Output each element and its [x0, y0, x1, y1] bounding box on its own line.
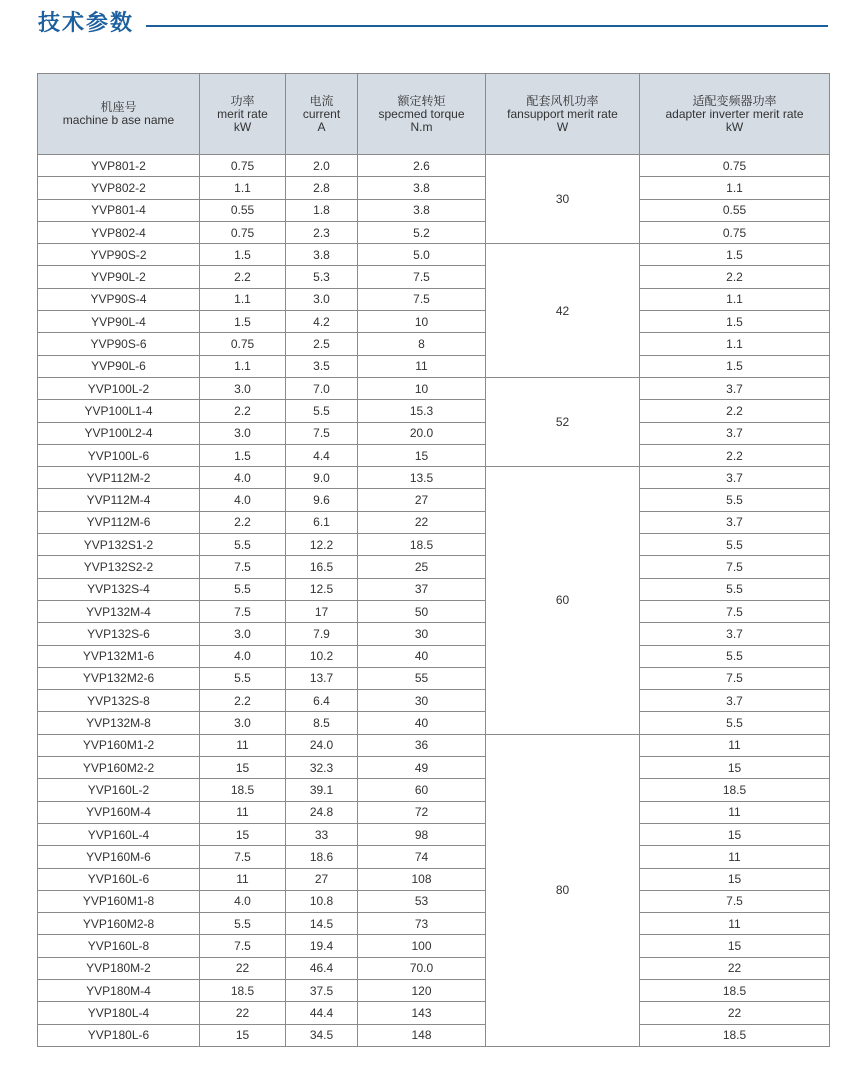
header-label-cn: 电流 [309, 93, 334, 108]
cell-power: 5.5 [200, 913, 286, 935]
cell-fan-power: 30 [486, 155, 640, 244]
cell-power: 4.0 [200, 467, 286, 489]
cell-current: 12.5 [286, 578, 358, 600]
cell-model: YVP132S2-2 [38, 556, 200, 578]
cell-power: 22 [200, 1002, 286, 1024]
table-row [38, 288, 830, 310]
cell-power: 3.0 [200, 422, 286, 444]
cell-torque: 3.8 [358, 199, 486, 221]
cell-power: 7.5 [200, 846, 286, 868]
cell-model: YVP160L-8 [38, 935, 200, 957]
cell-inverter-power: 3.7 [640, 467, 830, 489]
cell-model: YVP160M2-2 [38, 757, 200, 779]
cell-torque: 72 [358, 801, 486, 823]
cell-current: 5.3 [286, 266, 358, 288]
title-rule [146, 25, 828, 27]
cell-power: 18.5 [200, 979, 286, 1001]
header-unit: A [317, 119, 326, 134]
cell-torque: 120 [358, 979, 486, 1001]
header-unit: W [556, 119, 569, 134]
header-label-cn: 配套风机功率 [526, 93, 599, 108]
table-row [38, 355, 830, 377]
cell-fan-power: 60 [486, 467, 640, 735]
cell-model: YVP112M-4 [38, 489, 200, 511]
page-title: 技术参数 [38, 11, 135, 36]
cell-current: 16.5 [286, 556, 358, 578]
cell-model: YVP801-2 [38, 155, 200, 177]
cell-torque: 13.5 [358, 467, 486, 489]
header-label-en: merit rate [217, 106, 268, 121]
cell-power: 1.5 [200, 444, 286, 466]
cell-current: 8.5 [286, 712, 358, 734]
table-row [38, 979, 830, 1001]
cell-torque: 25 [358, 556, 486, 578]
cell-torque: 55 [358, 667, 486, 689]
cell-inverter-power: 11 [640, 846, 830, 868]
cell-inverter-power: 2.2 [640, 266, 830, 288]
cell-current: 6.4 [286, 690, 358, 712]
cell-inverter-power: 3.7 [640, 422, 830, 444]
cell-torque: 7.5 [358, 266, 486, 288]
cell-model: YVP160L-2 [38, 779, 200, 801]
cell-inverter-power: 7.5 [640, 600, 830, 622]
cell-inverter-power: 0.55 [640, 199, 830, 221]
cell-model: YVP802-4 [38, 221, 200, 243]
table-row [38, 556, 830, 578]
cell-model: YVP180L-4 [38, 1002, 200, 1024]
table-row [38, 734, 830, 756]
table-row [38, 578, 830, 600]
table-row [38, 623, 830, 645]
cell-power: 2.2 [200, 266, 286, 288]
cell-inverter-power: 18.5 [640, 1024, 830, 1046]
table-row [38, 333, 830, 355]
cell-current: 5.5 [286, 400, 358, 422]
cell-inverter-power: 5.5 [640, 645, 830, 667]
cell-power: 15 [200, 823, 286, 845]
cell-model: YVP180L-6 [38, 1024, 200, 1046]
cell-power: 0.75 [200, 155, 286, 177]
cell-current: 32.3 [286, 757, 358, 779]
cell-inverter-power: 11 [640, 913, 830, 935]
table-row [38, 667, 830, 689]
cell-power: 1.5 [200, 244, 286, 266]
cell-inverter-power: 5.5 [640, 489, 830, 511]
cell-torque: 98 [358, 823, 486, 845]
cell-current: 46.4 [286, 957, 358, 979]
cell-torque: 10 [358, 311, 486, 333]
cell-power: 2.2 [200, 690, 286, 712]
header-current [286, 74, 358, 155]
cell-power: 2.2 [200, 511, 286, 533]
cell-model: YVP112M-2 [38, 467, 200, 489]
cell-inverter-power: 22 [640, 957, 830, 979]
table-row [38, 266, 830, 288]
table-row [38, 890, 830, 912]
cell-power: 1.1 [200, 355, 286, 377]
table-row [38, 199, 830, 221]
header-label-cn: 额定转矩 [397, 93, 446, 108]
table-row [38, 221, 830, 243]
header-unit: N.m [410, 119, 433, 134]
cell-power: 4.0 [200, 890, 286, 912]
cell-current: 10.8 [286, 890, 358, 912]
table-row [38, 868, 830, 890]
cell-current: 10.2 [286, 645, 358, 667]
table-row [38, 846, 830, 868]
cell-current: 14.5 [286, 913, 358, 935]
header-label-cn: 机座号 [100, 100, 137, 114]
cell-current: 37.5 [286, 979, 358, 1001]
cell-current: 7.5 [286, 422, 358, 444]
header-label-cn: 功率 [230, 93, 255, 108]
header-row [38, 74, 830, 155]
cell-torque: 73 [358, 913, 486, 935]
cell-model: YVP801-4 [38, 199, 200, 221]
cell-inverter-power: 1.1 [640, 288, 830, 310]
cell-power: 3.0 [200, 377, 286, 399]
header-model [38, 74, 200, 155]
cell-model: YVP90L-4 [38, 311, 200, 333]
cell-model: YVP132S1-2 [38, 534, 200, 556]
cell-inverter-power: 0.75 [640, 155, 830, 177]
cell-torque: 22 [358, 511, 486, 533]
table-row [38, 444, 830, 466]
cell-model: YVP132M2-6 [38, 667, 200, 689]
cell-current: 27 [286, 868, 358, 890]
cell-torque: 143 [358, 1002, 486, 1024]
cell-fan-power: 52 [486, 377, 640, 466]
cell-inverter-power: 11 [640, 801, 830, 823]
cell-torque: 18.5 [358, 534, 486, 556]
table-row [38, 645, 830, 667]
cell-torque: 27 [358, 489, 486, 511]
cell-current: 1.8 [286, 199, 358, 221]
cell-inverter-power: 1.5 [640, 311, 830, 333]
cell-power: 5.5 [200, 534, 286, 556]
cell-current: 3.0 [286, 288, 358, 310]
cell-model: YVP802-2 [38, 177, 200, 199]
table-row [38, 913, 830, 935]
cell-torque: 15.3 [358, 400, 486, 422]
cell-inverter-power: 7.5 [640, 667, 830, 689]
cell-torque: 30 [358, 690, 486, 712]
cell-inverter-power: 11 [640, 734, 830, 756]
cell-torque: 50 [358, 600, 486, 622]
table-row [38, 600, 830, 622]
table-row [38, 779, 830, 801]
table-row [38, 957, 830, 979]
cell-torque: 40 [358, 645, 486, 667]
cell-model: YVP132M-4 [38, 600, 200, 622]
cell-inverter-power: 15 [640, 823, 830, 845]
cell-inverter-power: 5.5 [640, 578, 830, 600]
cell-torque: 2.6 [358, 155, 486, 177]
cell-power: 7.5 [200, 556, 286, 578]
table-row [38, 534, 830, 556]
cell-power: 5.5 [200, 667, 286, 689]
cell-model: YVP132S-6 [38, 623, 200, 645]
cell-model: YVP112M-6 [38, 511, 200, 533]
header-inverter-power [640, 74, 830, 155]
cell-torque: 74 [358, 846, 486, 868]
cell-power: 1.5 [200, 311, 286, 333]
header-label-cn: 适配变频器功率 [692, 93, 777, 108]
cell-current: 9.0 [286, 467, 358, 489]
cell-inverter-power: 2.2 [640, 444, 830, 466]
table-row [38, 467, 830, 489]
cell-model: YVP160M-6 [38, 846, 200, 868]
cell-model: YVP132S-8 [38, 690, 200, 712]
cell-power: 3.0 [200, 712, 286, 734]
cell-current: 18.6 [286, 846, 358, 868]
cell-power: 15 [200, 757, 286, 779]
cell-current: 33 [286, 823, 358, 845]
cell-torque: 36 [358, 734, 486, 756]
cell-model: YVP132M1-6 [38, 645, 200, 667]
header-label-en: specmed torque [378, 106, 465, 121]
table-row [38, 757, 830, 779]
cell-torque: 148 [358, 1024, 486, 1046]
header-label-en: adapter inverter merit rate [665, 106, 804, 121]
cell-current: 3.5 [286, 355, 358, 377]
cell-power: 4.0 [200, 489, 286, 511]
table-row [38, 400, 830, 422]
cell-model: YVP100L2-4 [38, 422, 200, 444]
cell-current: 24.8 [286, 801, 358, 823]
cell-power: 7.5 [200, 935, 286, 957]
cell-inverter-power: 7.5 [640, 890, 830, 912]
cell-torque: 70.0 [358, 957, 486, 979]
cell-power: 15 [200, 1024, 286, 1046]
cell-model: YVP100L-6 [38, 444, 200, 466]
cell-model: YVP132M-8 [38, 712, 200, 734]
cell-model: YVP100L-2 [38, 377, 200, 399]
table-row [38, 690, 830, 712]
table-row [38, 177, 830, 199]
cell-model: YVP180M-2 [38, 957, 200, 979]
cell-power: 1.1 [200, 177, 286, 199]
cell-current: 17 [286, 600, 358, 622]
cell-power: 1.1 [200, 288, 286, 310]
cell-torque: 30 [358, 623, 486, 645]
cell-inverter-power: 1.1 [640, 177, 830, 199]
header-label-en: current [302, 106, 341, 121]
cell-inverter-power: 3.7 [640, 623, 830, 645]
table-row [38, 935, 830, 957]
cell-inverter-power: 1.5 [640, 244, 830, 266]
cell-power: 0.55 [200, 199, 286, 221]
cell-inverter-power: 18.5 [640, 779, 830, 801]
cell-inverter-power: 15 [640, 868, 830, 890]
table-row [38, 511, 830, 533]
cell-model: YVP100L1-4 [38, 400, 200, 422]
cell-torque: 37 [358, 578, 486, 600]
cell-model: YVP160M-4 [38, 801, 200, 823]
cell-inverter-power: 3.7 [640, 511, 830, 533]
cell-torque: 100 [358, 935, 486, 957]
cell-torque: 20.0 [358, 422, 486, 444]
cell-torque: 11 [358, 355, 486, 377]
table-row [38, 422, 830, 444]
cell-model: YVP160M1-2 [38, 734, 200, 756]
cell-torque: 15 [358, 444, 486, 466]
cell-inverter-power: 15 [640, 935, 830, 957]
cell-fan-power: 80 [486, 734, 640, 1046]
cell-power: 11 [200, 801, 286, 823]
cell-torque: 7.5 [358, 288, 486, 310]
cell-current: 39.1 [286, 779, 358, 801]
cell-model: YVP132S-4 [38, 578, 200, 600]
cell-power: 7.5 [200, 600, 286, 622]
cell-model: YVP160M1-8 [38, 890, 200, 912]
cell-torque: 53 [358, 890, 486, 912]
table-row [38, 1024, 830, 1046]
cell-current: 3.8 [286, 244, 358, 266]
cell-current: 24.0 [286, 734, 358, 756]
cell-inverter-power: 3.7 [640, 690, 830, 712]
cell-inverter-power: 7.5 [640, 556, 830, 578]
cell-model: YVP90S-6 [38, 333, 200, 355]
cell-current: 19.4 [286, 935, 358, 957]
cell-model: YVP90L-2 [38, 266, 200, 288]
cell-current: 2.3 [286, 221, 358, 243]
cell-model: YVP90L-6 [38, 355, 200, 377]
cell-model: YVP160M2-8 [38, 913, 200, 935]
table-body [38, 155, 830, 1047]
cell-inverter-power: 22 [640, 1002, 830, 1024]
cell-current: 44.4 [286, 1002, 358, 1024]
cell-fan-power: 42 [486, 244, 640, 378]
cell-inverter-power: 0.75 [640, 221, 830, 243]
cell-inverter-power: 2.2 [640, 400, 830, 422]
cell-power: 3.0 [200, 623, 286, 645]
cell-power: 4.0 [200, 645, 286, 667]
cell-torque: 5.0 [358, 244, 486, 266]
cell-current: 7.9 [286, 623, 358, 645]
cell-current: 7.0 [286, 377, 358, 399]
cell-torque: 108 [358, 868, 486, 890]
cell-current: 34.5 [286, 1024, 358, 1046]
header-unit: kW [233, 119, 252, 134]
spec-table [37, 73, 830, 1047]
table-row [38, 801, 830, 823]
cell-torque: 8 [358, 333, 486, 355]
header-label-en: machine b ase name [62, 113, 175, 127]
table-row [38, 311, 830, 333]
cell-current: 4.2 [286, 311, 358, 333]
cell-power: 0.75 [200, 333, 286, 355]
cell-current: 2.8 [286, 177, 358, 199]
header-power [200, 74, 286, 155]
header-torque [358, 74, 486, 155]
cell-current: 4.4 [286, 444, 358, 466]
cell-power: 5.5 [200, 578, 286, 600]
cell-torque: 3.8 [358, 177, 486, 199]
cell-current: 6.1 [286, 511, 358, 533]
cell-inverter-power: 5.5 [640, 712, 830, 734]
cell-torque: 60 [358, 779, 486, 801]
cell-torque: 5.2 [358, 221, 486, 243]
cell-inverter-power: 3.7 [640, 377, 830, 399]
cell-current: 12.2 [286, 534, 358, 556]
cell-model: YVP90S-2 [38, 244, 200, 266]
table-row [38, 489, 830, 511]
cell-model: YVP90S-4 [38, 288, 200, 310]
table-row [38, 155, 830, 177]
table-row [38, 823, 830, 845]
cell-power: 11 [200, 734, 286, 756]
cell-current: 2.0 [286, 155, 358, 177]
cell-power: 22 [200, 957, 286, 979]
cell-power: 0.75 [200, 221, 286, 243]
cell-current: 9.6 [286, 489, 358, 511]
table-row [38, 244, 830, 266]
cell-model: YVP180M-4 [38, 979, 200, 1001]
cell-torque: 10 [358, 377, 486, 399]
cell-inverter-power: 5.5 [640, 534, 830, 556]
cell-power: 18.5 [200, 779, 286, 801]
cell-model: YVP160L-6 [38, 868, 200, 890]
cell-power: 2.2 [200, 400, 286, 422]
cell-inverter-power: 1.1 [640, 333, 830, 355]
cell-torque: 49 [358, 757, 486, 779]
cell-power: 11 [200, 868, 286, 890]
cell-model: YVP160L-4 [38, 823, 200, 845]
header-unit: kW [725, 119, 744, 134]
cell-inverter-power: 1.5 [640, 355, 830, 377]
header-label-en: fansupport merit rate [507, 106, 618, 121]
cell-torque: 40 [358, 712, 486, 734]
table-row [38, 1002, 830, 1024]
table-row [38, 712, 830, 734]
cell-inverter-power: 15 [640, 757, 830, 779]
cell-current: 13.7 [286, 667, 358, 689]
table-row [38, 377, 830, 399]
cell-inverter-power: 18.5 [640, 979, 830, 1001]
cell-current: 2.5 [286, 333, 358, 355]
header-fan-power [486, 74, 640, 155]
